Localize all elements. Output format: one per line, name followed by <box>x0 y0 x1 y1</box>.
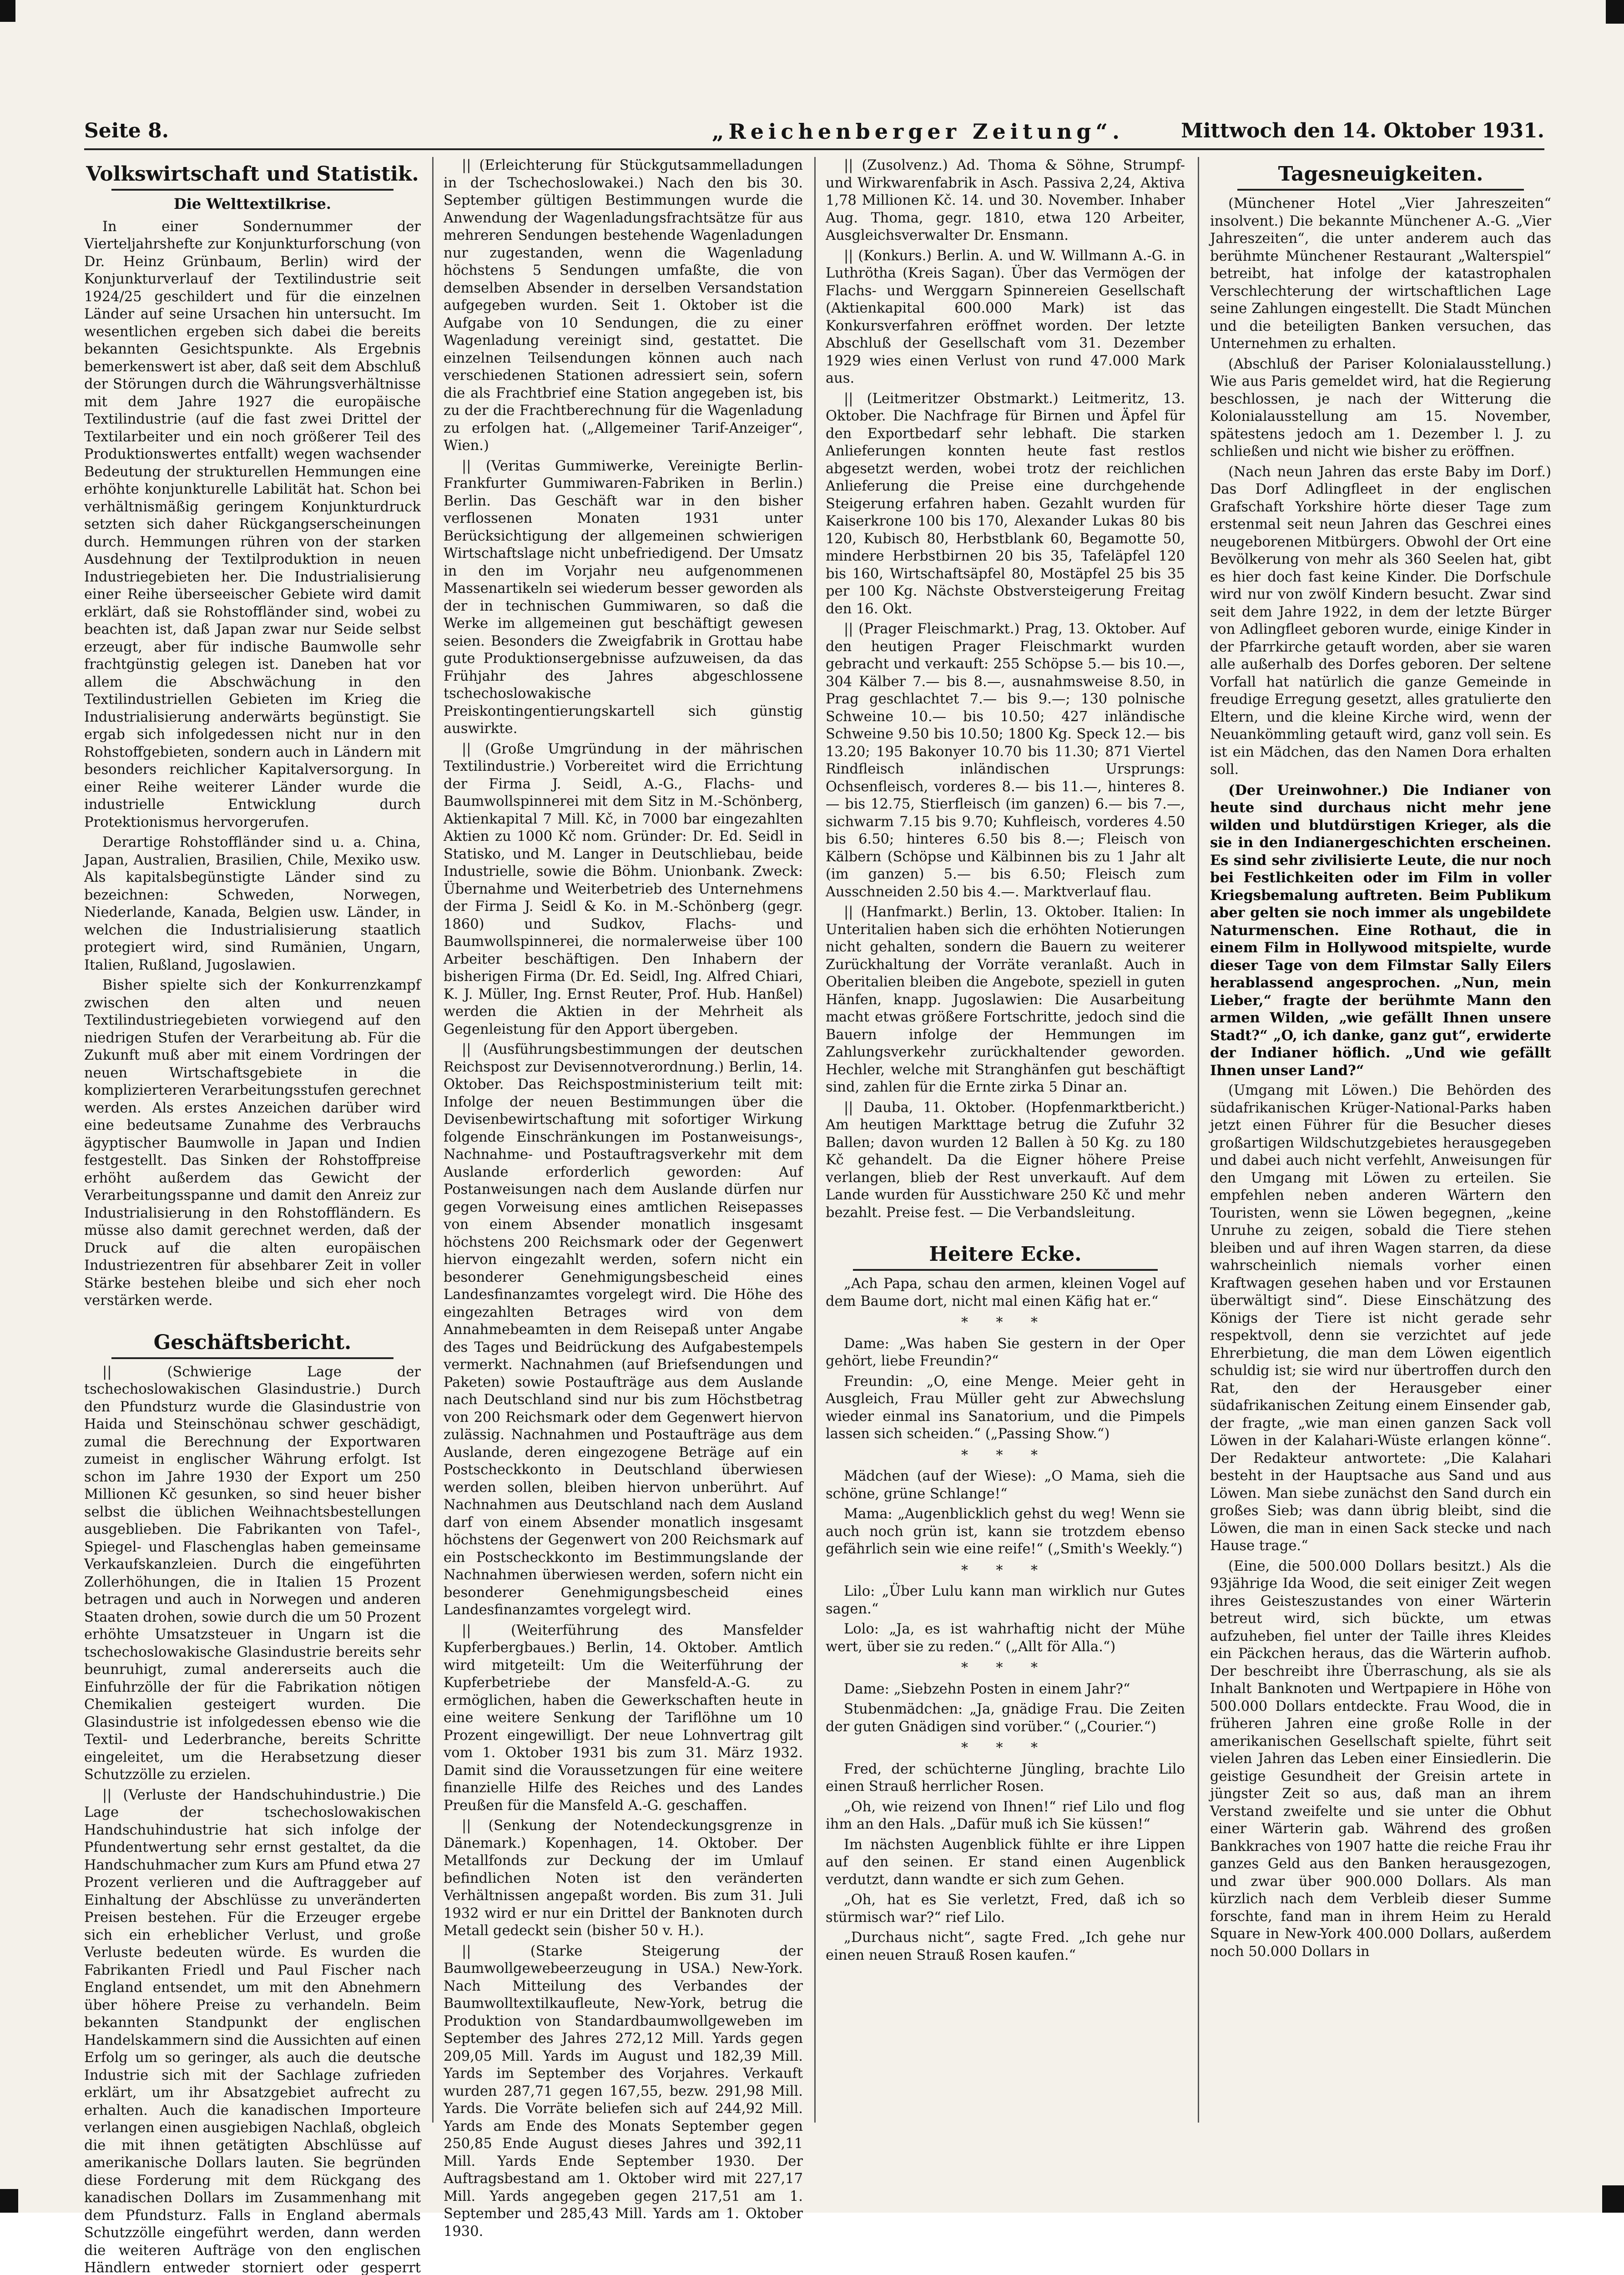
article-paragraph: Bisher spielte sich der Konkurrenzkampf zwischen den alten und neuen Textilindustriegebieten vorwiegend auf den niedrigen Stufen der Verarbeitung ab. Für die Zukunft muß aber mit einem Vordringen der neuen Wirtschaftsgebiete in die komplizierteren Verarbeitungsstufen gerechnet werden. Als erstes Anzeichen darüber wird eine bedeutsame Zunahme des Verbrauchs ägyptischer Baumwolle in Japan und Indien festgestellt. Das Sinken der Rohstoffpreise erhöht außerdem das Gewicht der Verarbeitungsspanne und damit den Anreiz zur Industrialisierung in den Rohstoffländern. Es müsse also damit gerechnet werden, daß der Druck auf die alten europäischen Industriezentren für absehbarer Zeit in voller Stärke bestehen bleibe und sich eher noch verstärken werde. <box>84 977 421 1310</box>
article-paragraph: Derartige Rohstoffländer sind u. a. China, Japan, Australien, Brasilien, Chile, Mexiko usw. Als kapitalsbegünstigte Länder sind zu bezeichnen: Schweden, Norwegen, Niederlande, Kanada, Belgien usw. Länder, in welchen die Industrialisierung staatlich protegiert wird, sind Rumänien, Ungarn, Italien, Rußland, Jugoslawien. <box>84 834 421 974</box>
page-number: Seite 8. <box>84 119 169 142</box>
joke-separator: * * * <box>826 1562 1185 1580</box>
article-paragraph: (Nach neun Jahren das erste Baby im Dorf.) Das Dorf Adlingfleet in der englischen Grafschaft Yorkshire hörte dieser Tage zum erstenmal seit neun Jahren das Geschrei eines neugeborenen Mitbürgers. Obwohl der Ort eine Bevölkerung von mehr als 360 Seelen hat, gibt es hier doch fast keine Kinder. Die Dorfschule wird nur von zwölf Kindern besucht. Zwar sind seit dem Jahre 1922, in dem der letzte Bürger von Adlingfleet geboren wurde, einige Kinder in der Pfarrkirche getauft worden, aber sie waren alle außerhalb des Dorfes geboren. Der seltene Vorfall hat natürlich die ganze Gemeinde in freudige Erregung gesetzt, alles gratulierte den Eltern, und die kleine Kirche wird, wenn der Neuankömmling getauft wird, ganz voll sein. Es ist ein Mädchen, das den Namen Dora erhalten soll. <box>1210 464 1551 779</box>
issue-date: Mittwoch den 14. Oktober 1931. <box>1181 119 1544 142</box>
joke-paragraph: Fred, der schüchterne Jüngling, brachte Lilo einen Strauß herrlicher Rosen. <box>826 1761 1185 1796</box>
joke-paragraph: „Durchaus nicht“, sagte Fred. „Ich gehe nur einen neuen Strauß Rosen kaufen.“ <box>826 1929 1185 1964</box>
joke-paragraph: Lilo: „Über Lulu kann man wirklich nur Gutes sagen.“ <box>826 1583 1185 1618</box>
joke-separator: * * * <box>826 1447 1185 1465</box>
article-paragraph: || (Weiterführung des Mansfelder Kupferbergbaues.) Berlin, 14. Oktober. Amtlich wird mitgeteilt: Um die Weiterführung der Kupferbetriebe der Mansfeld-A.-G. zu ermöglichen, haben die Gewerkschaften heute in eine weitere Senkung der Tariflöhne um 10 Prozent eingewilligt. Der neue Lohnvertrag gilt vom 1. Oktober 1931 bis zum 31. März 1932. Damit sind die Voraussetzungen für eine weitere finanzielle Hilfe des Reiches und des Landes Preußen für die Mansfeld A.-G. geschaffen. <box>444 1622 803 1815</box>
section-title-daily-news: Tagesneuigkeiten. <box>1210 162 1551 187</box>
article-paragraph: || (Ausführungsbestimmungen der deutschen Reichspost zur Devisennotverordnung.) Berlin, 14. Oktober. Das Reichspostministerium teilt mit: Infolge der neuen Bestimmungen über die Devisenbewirtschaftung mit sofortiger Wirkung folgende Einschränkungen im Postanweisungs-, Nachnahme- und Postauftragsverkehr mit dem Auslande erforderlich geworden: Auf Postanweisungen nach dem Auslande dürfen nur gegen Vorweisung eines amtlichen Reisepasses von einem Absender monatlich insgesamt höchstens 200 Reichsmark oder der Gegenwert hiervon eingezahlt werden, sofern nicht ein besonderer Genehmigungsbescheid eines Landesfinanzamtes vorgelegt wird. Die Höhe des eingezahlten Betrages wird von dem Annahmebeamten in dem Reisepaß unter Angabe des Tages und Beidrückung des Aufgabestempels vermerkt. Nachnahmen (auf Briefsendungen und Paketen) sowie Postaufträge aus dem Auslande nach Deutschland sind nur bis zum Höchstbetrag von 200 Reichsmark oder dem Gegenwert hiervon zulässig. Nachnahmen und Postaufträge aus dem Auslande, deren eingezogene Beträge auf ein Postscheckkonto in Deutschland überwiesen werden sollen, bleiben hiervon unberührt. Auf Nachnahmen aus Deutschland nach dem Ausland darf von einem Absender monatlich insgesamt höchstens der Gegenwert von 200 Reichsmark auf ein Postscheckkonto im Bestimmungslande der Nachnahmen überwiesen werden, sofern nicht ein besonderer Genehmigungsbescheid eines Landesfinanzamtes vorgelegt wird. <box>444 1041 803 1619</box>
joke-separator: * * * <box>826 1739 1185 1757</box>
section-title-economics: Volkswirtschaft und Statistik. <box>84 162 421 187</box>
article-paragraph: In einer Sondernummer der Vierteljahrshefte zur Konjunkturforschung (von Dr. Heinz Grünbaum, Berlin) wird der Konjunkturverlauf der Textilindustrie seit 1924/25 geschildert und für die einzelnen Länder auf seine Ursachen hin untersucht. Im wesentlichen ergeben sich dabei die bereits bekannten Gesichtspunkte. Als Ergebnis bemerkenswert ist aber, daß seit dem Abschluß der Störungen durch die Währungsverhältnisse mit dem Jahre 1927 die europäische Textilindustrie (auf die fast zwei Drittel der Textilarbeiter und ein noch größerer Teil des Produktionswertes entfallt) wegen wachsender Bedeutung der strukturellen Hemmungen eine erhöhte konjunkturelle Labilität hat. Schon bei verhältnismäßig geringem Konjunkturdruck setzten sich daher Rückgangserscheinungen durch. Hemmungen rühren von der starken Ausdehnung der Textilproduktion in neuen Industriegebieten her. Die Industrialisierung einer Reihe überseeischer Gebiete wird damit erklärt, daß sie Rohstoffländer sind, wobei zu beachten ist, daß Japan zwar nur Seide selbst erzeugt, aber für indische Baumwolle sehr frachtgünstig gelegen ist. Daneben hat vor allem die Abschwächung in den Textilindustriellen Gebieten im Krieg die Industrialisierung anderwärts begünstigt. Sie ergab sich infolgedessen nicht nur in den Rohstoffgebieten, sondern auch in Ländern mit besonders reichlicher Kapitalversorgung. In einer Reihe weiterer Länder wurde die industrielle Entwicklung durch Protektionismus hervorgerufen. <box>84 218 421 832</box>
joke-separator: * * * <box>826 1314 1185 1332</box>
article-paragraph: || (Erleichterung für Stückgutsammelladungen in der Tschechoslowakei.) Nach den bis 30. September gültigen Bestimmungen wurde die Anwendung der Wagenladungsfrachtsätze für aus mehreren Sendungen bestehende Wagenladungen nur zugestanden, wenn die Wagenladung höchstens 5 Sendungen umfaßte, die von demselben Absender in derselben Versandstation aufgegeben wurden. Seit 1. Oktober ist die Aufgabe von 10 Sendungen, die zu einer Wagenladung vereinigt sind, gestattet. Die einzelnen Teilsendungen können auch nach verschiedenen Stationen adressiert sein, sofern die als Frachtbrief eine Station angegeben ist, bis zu der die Frachtberechnung für die Wagenladung zu erfolgen hat. („Allgemeiner Tarif-Anzeiger“, Wien.) <box>444 157 803 455</box>
article-paragraph: || (Schwierige Lage der tschechoslowakischen Glasindustrie.) Durch den Pfundsturz wurde die Glasindustrie von Haida und Steinschönau schwer geschädigt, zumal die Berechnung der Exportwaren zumeist in englischer Währung erfolgt. Ist schon im Jahre 1930 der Export um 250 Millionen Kč gesunken, so sind heuer bisher selbst die üblichen Weihnachtsbestellungen ausgeblieben. Die Fabrikanten von Tafel-, Spiegel- und Flaschenglas haben gemeinsame Verkaufskanzleien. Durch die eingeführten Zollerhöhungen, die in Italien 15 Prozent betragen und auch in Norwegen und anderen Staaten drohen, sowie durch die um 50 Prozent erhöhte Umsatzsteuer in Ungarn ist die tschechoslowakische Glasindustrie bereits sehr beunruhigt, zumal andererseits auch die Einfuhrzölle der für die Fabrikation nötigen Chemikalien gesteigert wurden. Die Glasindustrie ist infolgedessen ebenso wie die Textil- und Lederbranche, bereits Schritte eingeleitet, um die Herabsetzung dieser Schutzzölle zu erzielen. <box>84 1364 421 1784</box>
section-title-rule <box>1237 189 1524 191</box>
article-paragraph: (Umgang mit Löwen.) Die Behörden des südafrikanischen Krüger-National-Parks haben jetzt einen Führer für die Besucher dieses großartigen Wildschutzgebietes herausgegeben und dabei auch nicht verfehlt, Anweisungen für den Umgang mit Löwen zu erteilen. Sie empfehlen neben anderen Wärtern den Touristen, wenn sie Löwen begegnen, „keine Unruhe zu zeigen, sobald die Tiere stehen bleiben und auf ihren Wagen starren, da diese wahrscheinlich niemals vorher einen Kraftwagen gesehen haben und vor Erstaunen überwältigt sind“. Diese Einschätzung des Königs der Tiere ist nicht gerade sehr respektvoll, denn sie verzichtet auf jede Ehrerbietung, die man dem Löwen eigentlich schuldig ist; sie wird nur übertroffen durch den Rat, den der Herausgeber einer südafrikanischen Zeitung einem Einsender gab, der fragte, „wie man einen ganzen Sack voll Löwen in der Kalahari-Wüste erlangen könne“. Der Redakteur antwortete: „Die Kalahari besteht in der Hauptsache aus Sand und aus Löwen. Man siebe zunächst den Sand durch ein großes Sieb; was dann übrig bleibt, sind die Löwen, die man in einen Sack stecke und nach Hause trage.“ <box>1210 1082 1551 1555</box>
article-paragraph: (Der Ureinwohner.) Die Indianer von heute sind durchaus nicht mehr jene wilden und blutdürstigen Krieger, als die sie in den Indianergeschichten erscheinen. Es sind sehr zivilisierte Leute, die nur noch bei Festlichkeiten oder im Film in voller Kriegsbemalung auftreten. Beim Publikum aber gelten sie noch immer als ungebildete Naturmenschen. Eine Rothaut, die in einem Film in Hollywood mitspielte, wurde dieser Tage von dem Filmstar Sally Eilers herablassend angesprochen. „Nun, mein Lieber,“ fragte der berühmte Mann den armen Wilden, „wie gefällt Ihnen unsere Stadt?“ „O, ich danke, ganz gut“, erwiderte der Indianer höflich. „Und wie gefällt Ihnen unser Land?“ <box>1210 782 1551 1080</box>
joke-paragraph: Freundin: „O, eine Menge. Meier geht in Ausgleich, Frau Müller geht zur Abwechslung wieder einmal ins Sanatorium, und die Pimpels lassen sich scheiden.“ („Passing Show.“) <box>826 1373 1185 1443</box>
article-paragraph: || (Zusolvenz.) Ad. Thoma & Söhne, Strumpf- und Wirkwarenfabrik in Asch. Passiva 2,24, Aktiva 1,78 Millionen Kč. 14. und 30. November. Inhaber Aug. Thoma, gegr. 1810, etwa 120 Arbeiter, Ausgleichsverwalter Dr. Ensmann. <box>826 157 1185 245</box>
column-rule-1 <box>432 157 434 2123</box>
joke-separator: * * * <box>826 1659 1185 1677</box>
section-title-business-report: Geschäftsbericht. <box>84 1330 421 1355</box>
article-paragraph: || Dauba, 11. Oktober. (Hopfenmarktbericht.) Am heutigen Markttage betrug die Zufuhr 32 Ballen; davon wurden 12 Ballen à 50 Kg. zu 180 Kč gehandelt. Da die Eigner höhere Preise verlangen, blieb der Rest unverkauft. Auf dem Lande wurden für Ausstichware 250 Kč und mehr bezahlt. Preise fest. — Die Verbandsleitung. <box>826 1099 1185 1222</box>
article-paragraph: (Abschluß der Pariser Kolonialausstellung.) Wie aus Paris gemeldet wird, hat die Regierung beschlossen, je nach der Witterung die Kolonialausstellung am 15. November, spätestens jedoch am 1. Dezember l. J. zu schließen und nicht wie bisher zu eröffnen. <box>1210 356 1551 461</box>
article-paragraph: (Münchener Hotel „Vier Jahreszeiten“ insolvent.) Die bekannte Münchener A.-G. „Vier Jahreszeiten“, die unter anderem auch das berühmte Münchener Restaurant „Walterspiel“ betreibt, hat infolge der katastrophalen Verschlechterung der wirtschaftlichen Lage seine Zahlungen eingestellt. Die Stadt München und die beteiligten Banken versuchen, das Unternehmen zu erhalten. <box>1210 195 1551 353</box>
article-paragraph: (Eine, die 500.000 Dollars besitzt.) Als die 93jährige Ida Wood, die seit einiger Zeit wegen ihres Geisteszustandes von einer Wärterin betreut wird, sich bückte, um etwas aufzuheben, fiel unter der Taille ihres Kleides ein Päckchen heraus, das die Wärterin aufhob. Der beschreibt ihre Überraschung, als sie als Inhalt Banknoten und Wertpapiere in Höhe von 500.000 Dollars entdeckte. Frau Wood, die in früheren Jahren eine große Rolle in der amerikanischen Gesellschaft spielte, führt seit vielen Jahren das Leben einer Einsiedlerin. Die geistige Gesundheit der Greisin artete in jüngster Zeit so aus, daß man an ihrem Verstand zweifelte und sie unter die Obhut einer Wärterin gab. Während des großen Bankkraches von 1907 hatte die reiche Frau ihr ganzes Geld aus den Banken herausgezogen, und zwar über 900.000 Dollars. Als man kürzlich nach dem Verbleib dieser Summe forschte, fand man in ihrem Heim zu Herald Square in New-York 400.000 Dollars, außerdem noch 50.000 Dollars in <box>1210 1558 1551 1961</box>
section-title-humor: Heitere Ecke. <box>826 1242 1185 1267</box>
article-paragraph: || (Leitmeritzer Obstmarkt.) Leitmeritz, 13. Oktober. Die Nachfrage für Birnen und Äpfel für den Exportbedarf sehr lebhaft. Die starken Anlieferungen konnten heute fast restlos abgesetzt werden, wobei trotz der reichlichen Anlieferung die Preise eine durchgehende Steigerung erfahren haben. Gezahlt wurden für Kaiserkrone 100 bis 170, Alexander Lukas 80 bis 120, Kubisch 80, Herbstblank 60, Begamotte 50, mindere Herbstbirnen 20 bis 35, Tafeläpfel 120 bis 160, Wirtschaftsäpfel 80, Mostäpfel 25 bis 35 per 100 Kg. Nächste Obstversteigerung Freitag den 16. Okt. <box>826 390 1185 618</box>
scan-edge-top-right <box>1606 0 1624 24</box>
article-paragraph: || (Hanfmarkt.) Berlin, 13. Oktober. Italien: In Unteritalien haben sich die erhöhten Notierungen nicht gehalten, sondern die Bauern zu weiterer Zurückhaltung der Vorräte veranlaßt. Auch in Oberitalien bleiben die Angebote, speziell in guten Hänfen, knapp. Jugoslawien: Die Ausarbeitung macht etwas größere Fortschritte, jedoch sind die Bauern infolge der Hemmungen im Zahlungsverkehr zurückhaltender geworden. Hechler, welche mit Stranghänfen gut beschäftigt sind, zahlen für die Ernte zirka 5 Dinar an. <box>826 904 1185 1097</box>
article-paragraph: || (Veritas Gummiwerke, Vereinigte Berlin-Frankfurter Gummiwaren-Fabriken in Berlin.) Berlin. Das Geschäft war in den bisher verflossenen Monaten 1931 unter Berücksichtigung der allgemeinen schwierigen Wirtschaftslage nicht unbefriedigend. Der Umsatz in den im Vorjahr neu aufgenommenen Massenartikeln sei wiederum besser geworden als der in technischen Gummiwaren, so daß die Werke im allgemeinen gut beschäftigt gewesen seien. Besonders die Zweigfabrik in Grottau habe gute Produktionsergebnisse aufzuweisen, da das Frühjahr des Jahres abgeschlossene tschechoslowakische Preiskontingentierungskartell sich günstig auswirkte. <box>444 458 803 738</box>
article-paragraph: || (Prager Fleischmarkt.) Prag, 13. Oktober. Auf den heutigen Prager Fleischmarkt wurden gebracht und verkauft: 255 Schöpse 5.— bis 10.—, 304 Kälber 7.— bis 8.—, ausnahmsweise 8.50, in Prag geschlachtet 7.— bis 9.—; 130 polnische Schweine 10.— bis 10.50; 427 inländische Schweine 9.50 bis 10.50; 1800 Kg. Speck 12.— bis 13.20; 195 Bakonyer 10.70 bis 11.30; 871 Viertel Rindfleisch inländischen Ursprungs: Ochsenfleisch, vorderes 8.— bis 11.—, hinteres 8.— bis 12.75, Stierfleisch (im ganzen) 6.— bis 7.—, sichwarm 7.15 bis 9.70; Kuhfleisch, vorderes 4.50 bis 6.50; hinteres 6.50 bis 8.—; Fleisch von Kälbern (Schöpse und Kälbinnen bis zu 1 Jahr alt (im ganzen) 5.— bis 6.50; Fleisch zum Ausschneiden 2.50 bis 4.—. Marktverlauf flau. <box>826 621 1185 901</box>
joke-paragraph: Im nächsten Augenblick fühlte er ihre Lippen auf den seinen. Er stand einen Augenblick verdutzt, dann wandte er sich zum Gehen. <box>826 1836 1185 1889</box>
newspaper-title: „Reichenberger Zeitung“. <box>712 119 1124 144</box>
joke-paragraph: Lolo: „Ja, es ist wahrhaftig nicht der Mühe wert, über sie zu reden.“ („Allt för Alla.“) <box>826 1621 1185 1656</box>
section-title-rule <box>111 1357 393 1359</box>
section-title-rule <box>853 1269 1158 1271</box>
article-paragraph: || (Verluste der Handschuhindustrie.) Die Lage der tschechoslowakischen Handschuhindustrie hat sich infolge der Pfundentwertung sehr ernst gestaltet, da die Handschuhmacher zum Kurs am Pfund etwa 27 Prozent verlieren und die Auftraggeber auf Einhaltung der Abschlüsse zu unveränderten Preisen bestehen. Für die Erzeuger ergebe sich ein erheblicher Verlust, und große Verluste bedeuten würde. Es wurden die Fabrikanten Friedl und Paul Fischer nach England entsendet, um mit den Abnehmern über höhere Preise zu verhandeln. Beim bekannten Standpunkt der englischen Handelskammern sind die Aussichten auf einen Erfolg um so geringer, als auch die deutsche Industrie sich mit der Sachlage zufrieden erklärt, um ihr Absatzgebiet aufrecht zu erhalten. Auch die kanadischen Importeure verlangen einen ausgiebigen Nachlaß, obgleich die mit ihnen getätigten Abschlüsse auf amerikanische Dollars lauten. Sie begründen diese Forderung mit dem Rückgang des kanadischen Dollars im Zusammenhang mit dem Pfundsturz. Falls in England abermals Schutzzölle eingeführt werden, dann werden die weiteren Aufträge von den englischen Händlern entweder storniert oder gesperrt <box>84 1787 421 2275</box>
column-economics <box>84 157 421 2123</box>
article-paragraph: || (Große Umgründung in der mährischen Textilindustrie.) Vorbereitet wird die Errichtung der Firma J. Seidl, A.-G., Flachs- und Baumwollspinnerei mit dem Sitz in M.-Schönberg, Aktienkapital 7 Mill. Kč, in 7000 bar eingezahlten Aktien zu 1000 Kč nom. Gründer: Dr. Ed. Seidl in Statisko, und M. Langer in Deutschliebau, beide Industrielle, sowie die Böhm. Unionbank. Zweck: Übernahme und Weiterbetrieb des Unternehmens der Firma J. Seidl & Ko. in M.-Schönberg (gegr. 1860) und Sudkov, Flachs- und Baumwollspinnerei, die normalerweise über 100 Arbeiter beschäftigen. Den Inhabern der bisherigen Firma (Dr. Ed. Seidl, Ing. Alfred Chiari, K. J. Müller, Ing. Ernst Reuter, Prof. Hub. Hanßel) werden die Aktien in der Mehrheit als Gegenleistung für den Apport übergeben. <box>444 741 803 1039</box>
column-rule-2 <box>814 157 816 2123</box>
joke-paragraph: Mama: „Augenblicklich gehst du weg! Wenn sie auch noch grün ist, kann sie trotzdem ebenso gefährlich sein wie eine reife!“ („Smith's Weekly.“) <box>826 1506 1185 1558</box>
scan-edge-bottom-right <box>1602 2185 1624 2213</box>
article-paragraph: || (Senkung der Notendeckungsgrenze in Dänemark.) Kopenhagen, 14. Oktober. Der Metallfonds zur Deckung der im Umlauf befindlichen Noten ist den veränderten Verhältnissen angepaßt worden. Bis zum 31. Juli 1932 wird er nur ein Drittel der Banknoten durch Metall gedeckt sein (bisher 50 v. H.). <box>444 1817 803 1940</box>
page-header <box>84 119 1544 150</box>
joke-paragraph: „Oh, wie reizend von Ihnen!“ rief Lilo und flog ihm an den Hals. „Dafür muß ich Sie küssen!“ <box>826 1799 1185 1834</box>
column-rule-3 <box>1198 157 1199 2123</box>
scan-edge-bottom-left <box>0 2189 18 2213</box>
joke-paragraph: „Oh, hat es Sie verletzt, Fred, daß ich so stürmisch war?“ rief Lilo. <box>826 1891 1185 1926</box>
column-business-news <box>444 157 803 2123</box>
joke-paragraph: Dame: „Siebzehn Posten in einem Jahr?“ <box>826 1681 1185 1699</box>
scan-edge-top-left <box>0 0 15 22</box>
section-title-rule <box>111 189 393 191</box>
joke-paragraph: „Ach Papa, schau den armen, kleinen Vogel auf dem Baume dort, nicht mal einen Käfig hat er.“ <box>826 1275 1185 1310</box>
column-daily-news <box>1210 157 1551 2123</box>
article-paragraph: || (Starke Steigerung der Baumwollgewebeerzeugung in USA.) New-York. Nach Mitteilung des Verbandes der Baumwolltextilkaufleute, New-York, betrug die Produktion von Standardbaumwollgeweben im September des Jahres 272,12 Mill. Yards gegen 209,05 Mill. Yards im August und 182,39 Mill. Yards im September des Vorjahres. Verkauft wurden 287,71 gegen 167,55, bezw. 291,98 Mill. Yards. Die Vorräte beliefen sich auf 244,92 Mill. Yards am Ende des Monats September gegen 250,85 Ende August dieses Jahres und 392,11 Mill. Yards Ende September 1930. Der Auftragsbestand am 1. Oktober wird mit 227,17 Mill. Yards angegeben gegen 217,51 am 1. September und 285,43 Mill. Yards am 1. Oktober 1930. <box>444 1943 803 2241</box>
joke-paragraph: Mädchen (auf der Wiese): „O Mama, sieh die schöne, grüne Schlange!“ <box>826 1468 1185 1503</box>
article-title-textile-crisis: Die Welttextilkrise. <box>84 195 421 213</box>
joke-paragraph: Dame: „Was haben Sie gestern in der Oper gehört, liebe Freundin?“ <box>826 1335 1185 1370</box>
column-markets-and-humor <box>826 157 1185 2123</box>
joke-paragraph: Stubenmädchen: „Ja, gnädige Frau. Die Zeiten der guten Gnädigen sind vorüber.“ („Courier.“) <box>826 1701 1185 1736</box>
article-paragraph: || (Konkurs.) Berlin. A. und W. Willmann A.-G. in Luthrötha (Kreis Sagan). Über das Vermögen der Flachs- und Werggarn Spinnereien Gesellschaft (Aktienkapital 600.000 Mark) ist das Konkursverfahren eröffnet worden. Der letzte Abschluß der Gesellschaft vom 31. Dezember 1929 wies einen Verlust von rund 47.000 Mark aus. <box>826 248 1185 388</box>
